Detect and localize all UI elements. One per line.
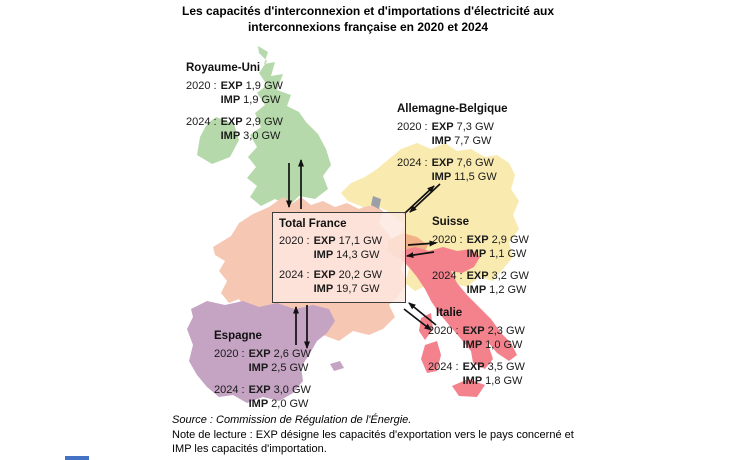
country-label: Suisse bbox=[432, 216, 470, 228]
exp-value: 7,6 GW bbox=[456, 157, 494, 169]
year-label: 2024 : bbox=[432, 270, 463, 282]
capacity-2020 bbox=[279, 234, 399, 262]
imp-line: IMP 3,0 GW bbox=[220, 130, 281, 142]
imp-value: 1,0 GW bbox=[485, 339, 523, 351]
year-label: 2020 : bbox=[279, 235, 310, 247]
imp-line: IMP 1,1 GW bbox=[466, 248, 527, 260]
exp-line: EXP 2,9 GW bbox=[220, 116, 283, 128]
exp-line: EXP 17,1 GW bbox=[313, 235, 383, 247]
exp-value: 7,3 GW bbox=[456, 121, 494, 133]
figure-footer bbox=[172, 413, 574, 457]
year-label: 2020 : bbox=[186, 80, 217, 92]
source-note: Source : Commission de Régulation de l'Énergie. bbox=[172, 414, 412, 426]
imp-value: 7,7 GW bbox=[454, 135, 492, 147]
imp-line: IMP 1,0 GW bbox=[462, 339, 523, 351]
imp-line: IMP 19,7 GW bbox=[313, 283, 380, 295]
capacity-2020 bbox=[214, 347, 311, 375]
capacity-2024 bbox=[186, 115, 283, 143]
capacity-2020 bbox=[432, 233, 529, 261]
country-label: Italie bbox=[436, 307, 463, 319]
imp-value: 11,5 GW bbox=[454, 171, 497, 183]
year-label: 2020 : bbox=[214, 348, 245, 360]
exp-value: 20,2 GW bbox=[338, 269, 383, 281]
imp-line: IMP 11,5 GW bbox=[431, 171, 497, 183]
exp-line: EXP 7,6 GW bbox=[431, 157, 494, 169]
year-label: 2024 : bbox=[214, 384, 245, 396]
imp-line: IMP 7,7 GW bbox=[431, 135, 492, 147]
exp-value: 3,2 GW bbox=[491, 270, 529, 282]
exp-value: 2,9 GW bbox=[245, 116, 283, 128]
map-baleares bbox=[330, 361, 344, 371]
exp-line: EXP 3,0 GW bbox=[248, 384, 311, 396]
exp-line: EXP 7,3 GW bbox=[431, 121, 494, 133]
year-label: 2024 : bbox=[186, 116, 217, 128]
imp-value: 1,9 GW bbox=[243, 94, 281, 106]
country-label: Allemagne-Belgique bbox=[397, 103, 508, 115]
imp-value: 19,7 GW bbox=[336, 283, 380, 295]
exp-value: 2,3 GW bbox=[487, 325, 525, 337]
figure-title-line1: Les capacités d'interconnexion et d'importations d'électricité aux bbox=[182, 4, 554, 18]
exp-value: 3,0 GW bbox=[273, 384, 311, 396]
imp-line: IMP 14,3 GW bbox=[313, 249, 380, 261]
country-panel-suisse bbox=[432, 215, 529, 297]
capacity-2024 bbox=[432, 269, 529, 297]
reading-note: Note de lecture : EXP désigne les capacités d'exportation vers le pays concerné et IMP les capacités d'importation. bbox=[172, 428, 574, 455]
imp-line: IMP 2,5 GW bbox=[248, 362, 309, 374]
exp-value: 17,1 GW bbox=[338, 235, 383, 247]
exp-value: 1,9 GW bbox=[245, 80, 283, 92]
exp-value: 2,9 GW bbox=[491, 234, 529, 246]
imp-value: 1,2 GW bbox=[489, 284, 527, 296]
page-edge-artifact bbox=[65, 456, 89, 460]
country-panel-royaume-uni bbox=[186, 61, 283, 143]
year-label: 2020 : bbox=[397, 121, 428, 133]
year-label: 2024 : bbox=[279, 269, 310, 281]
imp-value: 2,5 GW bbox=[271, 362, 309, 374]
imp-value: 1,1 GW bbox=[489, 248, 527, 260]
country-label: Espagne bbox=[214, 330, 262, 342]
imp-line: IMP 1,9 GW bbox=[220, 94, 281, 106]
capacity-2020 bbox=[428, 324, 525, 352]
capacity-2020 bbox=[397, 120, 508, 148]
exp-line: EXP 1,9 GW bbox=[220, 80, 283, 92]
country-panel-italie bbox=[428, 306, 525, 388]
exp-line: EXP 3,5 GW bbox=[462, 361, 525, 373]
total-france-box bbox=[272, 212, 406, 303]
imp-value: 1,8 GW bbox=[485, 375, 523, 387]
imp-line: IMP 1,8 GW bbox=[462, 375, 523, 387]
year-label: 2024 : bbox=[428, 361, 459, 373]
exp-value: 3,5 GW bbox=[487, 361, 525, 373]
country-panel-allemagne-belgique bbox=[397, 102, 508, 184]
exp-line: EXP 20,2 GW bbox=[313, 269, 383, 281]
country-panel-espagne bbox=[214, 329, 311, 411]
imp-value: 14,3 GW bbox=[336, 249, 380, 261]
exp-line: EXP 2,6 GW bbox=[248, 348, 311, 360]
imp-line: IMP 1,2 GW bbox=[466, 284, 527, 296]
exp-line: EXP 2,9 GW bbox=[466, 234, 529, 246]
capacity-2024 bbox=[428, 360, 525, 388]
capacity-2024 bbox=[214, 383, 311, 411]
country-label: Total France bbox=[279, 218, 347, 230]
imp-value: 2,0 GW bbox=[271, 398, 309, 410]
exp-value: 2,6 GW bbox=[273, 348, 311, 360]
year-label: 2020 : bbox=[432, 234, 463, 246]
imp-value: 3,0 GW bbox=[243, 130, 281, 142]
country-label: Royaume-Uni bbox=[186, 62, 261, 74]
exp-line: EXP 2,3 GW bbox=[462, 325, 525, 337]
capacity-2020 bbox=[186, 79, 283, 107]
year-label: 2024 : bbox=[397, 157, 428, 169]
imp-line: IMP 2,0 GW bbox=[248, 398, 309, 410]
exp-line: EXP 3,2 GW bbox=[466, 270, 529, 282]
year-label: 2020 : bbox=[428, 325, 459, 337]
figure-title-line2: interconnexions française en 2020 et 2024 bbox=[247, 20, 489, 34]
capacity-2024 bbox=[279, 268, 399, 296]
capacity-2024 bbox=[397, 156, 508, 184]
